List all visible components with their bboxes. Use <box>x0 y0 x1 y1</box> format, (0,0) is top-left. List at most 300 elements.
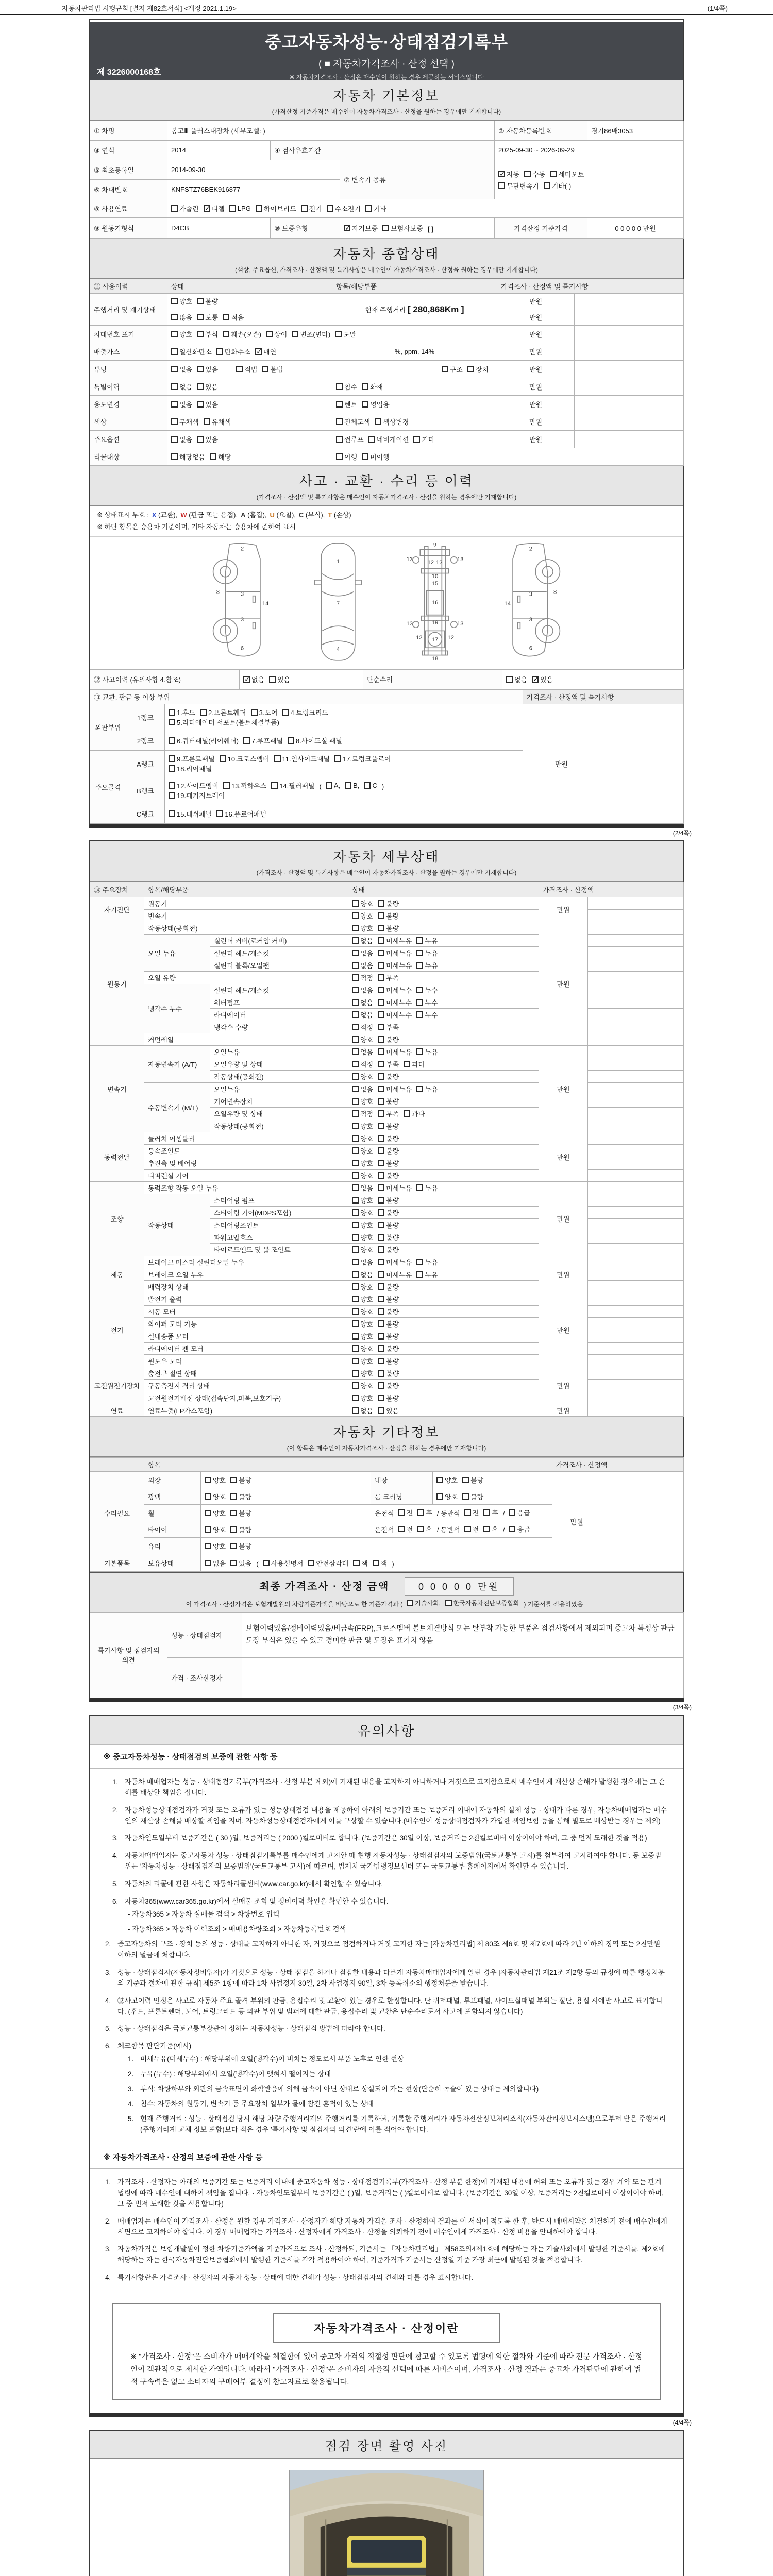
empty-box-icon <box>498 182 505 189</box>
checkbox-불량[interactable]: 불량 <box>378 1356 399 1366</box>
empty-box-icon <box>197 366 204 372</box>
header-detail-price: 가격조사 · 산정액 <box>539 882 684 897</box>
checkbox-침수[interactable]: 침수 <box>336 382 357 392</box>
row-color-label: 색상 <box>90 413 167 431</box>
checkbox-없음[interactable]: 없음 <box>171 364 192 374</box>
checkbox-양호[interactable]: 양호 <box>352 1282 373 1292</box>
checkbox-불량[interactable]: 불량 <box>378 911 399 921</box>
checkbox-기타( )[interactable]: 기타( ) <box>544 181 571 191</box>
checkbox-있음[interactable]: 있음 <box>197 399 218 409</box>
checked-box-icon <box>344 225 350 231</box>
checkbox-불량[interactable]: 불량 <box>378 1121 399 1131</box>
empty-box-icon <box>378 999 384 1006</box>
empty-box-icon <box>378 1098 384 1105</box>
checkbox-전[interactable]: 전 <box>464 1507 479 1517</box>
checkbox-불량[interactable]: 불량 <box>378 1232 399 1242</box>
diagram-part-number-12: 12 <box>447 634 455 641</box>
checkbox-수소전기[interactable]: 수소전기 <box>327 204 361 213</box>
checkbox-누유[interactable]: 누유 <box>416 936 438 945</box>
other-info-title: 자동차 기타정보 <box>333 1424 440 1440</box>
row-recall-label: 리콜대상 <box>90 448 167 466</box>
checkbox-미세누유[interactable]: 미세누유 <box>378 936 412 945</box>
checkbox-누유[interactable]: 누유 <box>416 948 438 958</box>
empty-box-icon <box>436 1477 443 1483</box>
inline-text: / 동반석 <box>436 1510 460 1518</box>
checkbox-불량[interactable]: 불량 <box>378 1307 399 1316</box>
inline-text: 운전석 <box>375 1526 394 1534</box>
empty-box-icon <box>378 1395 384 1401</box>
checkbox-불량[interactable]: 불량 <box>378 1245 399 1255</box>
inline-text: ) <box>381 783 384 791</box>
checkbox-한국자동차진단보증협회[interactable]: 한국자동차진단보증협회 <box>445 1599 519 1607</box>
checkbox-잭[interactable]: 잭 <box>373 1558 388 1568</box>
checkbox-양호[interactable]: 양호 <box>352 1146 373 1156</box>
checkbox-기타[interactable]: 기타 <box>365 204 386 213</box>
checkbox-불량[interactable]: 불량 <box>230 1508 251 1518</box>
checkbox-불량[interactable]: 불량 <box>378 1294 399 1304</box>
checkbox-15.대쉬패널[interactable]: 15.대쉬패널 <box>169 809 212 819</box>
checkbox-누수[interactable]: 누수 <box>416 1010 438 1020</box>
empty-box-icon <box>362 383 368 390</box>
checkbox-양호[interactable]: 양호 <box>205 1541 226 1551</box>
checkbox-양호[interactable]: 양호 <box>352 923 373 933</box>
checkbox-무채색[interactable]: 무채색 <box>171 417 199 427</box>
checkbox-없음[interactable]: 없음 <box>171 434 192 444</box>
checkbox-안전삼각대[interactable]: 안전삼각대 <box>308 1558 348 1568</box>
checkbox-불법[interactable]: 불법 <box>262 364 283 374</box>
empty-box-icon <box>352 1345 359 1352</box>
empty-box-icon <box>171 366 178 372</box>
checkbox-9.프론트패널[interactable]: 9.프론트패널 <box>169 754 215 764</box>
checkbox-변조(변타)[interactable]: 변조(변타) <box>292 329 330 339</box>
checkbox-1.후드[interactable]: 1.후드 <box>169 707 195 717</box>
sheet-page-3 <box>89 1715 684 2417</box>
checkbox-후[interactable]: 후 <box>483 1507 498 1517</box>
inline-text: / <box>502 1526 505 1534</box>
checkbox-기술사회,[interactable]: 기술사회, <box>407 1599 441 1607</box>
checkbox-양호[interactable]: 양호 <box>205 1508 226 1518</box>
checkbox-불량[interactable]: 불량 <box>378 1195 399 1205</box>
other-header-price: 가격조사 · 산정액 <box>552 1457 684 1471</box>
checkbox-불량[interactable]: 불량 <box>378 1158 399 1168</box>
checkbox-없음[interactable]: 없음 <box>171 382 192 392</box>
checkbox-7.루프패널[interactable]: 7.루프패널 <box>243 736 283 745</box>
checkbox-불량[interactable]: 불량 <box>378 1319 399 1329</box>
checkbox-없음[interactable]: 없음 <box>352 1269 373 1279</box>
checkbox-10.크로스멤버[interactable]: 10.크로스멤버 <box>220 754 270 764</box>
empty-box-icon <box>205 1477 211 1483</box>
checkbox-양호[interactable]: 양호 <box>205 1524 226 1534</box>
checkbox-보험사보증[interactable]: 보험사보증 <box>382 223 423 233</box>
checkbox-양호[interactable]: 양호 <box>352 1208 373 1217</box>
comprehensive-table: ⑪ 사용이력 상태 항목/해당부품 가격조사 · 산정액 및 특기사항 주행거리 및 계기상태 양호 불량 현재 주행거리 [ 280,868Km ] 만원 많음 보통 적음 만원 차대번호 표기 양호 부식 훼손(오손) 상이 변조(변타) 도말 만원 배출가스 일산화탄소 탄화수소 ✓ 매연 %, ppm, 14% 만원 튜닝 없음 있음 적법 불법 구조 장치 만원 특별이력 없음 있음 침수 화재 만원 용도변경 없음 있음 렌트 영업용 만원 색상 무채색 유채색 전체도색 색상변경 만원 주요옵션 없음 있음 썬루프 네비게이션 기타 만원 리콜대상 해당없음 해당 이행 미이행 <box>90 279 684 466</box>
checkbox-많음[interactable]: 많음 <box>171 312 192 322</box>
checkbox-불량[interactable]: 불량 <box>378 899 399 908</box>
checkbox-전[interactable]: 전 <box>464 1524 479 1534</box>
empty-box-icon <box>509 1509 515 1516</box>
diagram-part-number-3: 3 <box>529 616 533 623</box>
checkbox-양호[interactable]: 양호 <box>171 296 192 306</box>
diagram-part-number-19: 19 <box>431 619 439 626</box>
checkbox-16.플로어패널[interactable]: 16.플로어패널 <box>216 809 266 819</box>
checkbox-훼손(오손)[interactable]: 훼손(오손) <box>223 329 261 339</box>
sheet-page-1 <box>89 19 684 828</box>
checkbox-적정[interactable]: 적정 <box>352 1109 373 1118</box>
checkbox-양호[interactable]: 양호 <box>205 1492 226 1501</box>
checkbox-응급[interactable]: 응급 <box>509 1507 530 1517</box>
checkbox-해당[interactable]: 해당 <box>210 452 231 462</box>
checkbox-가솔린[interactable]: 가솔린 <box>171 204 199 213</box>
page-marker-2: (2/4쪽) <box>673 829 692 837</box>
checkbox-양호[interactable]: 양호 <box>352 1158 373 1168</box>
empty-box-icon <box>352 1382 359 1389</box>
checkbox-유채색[interactable]: 유채색 <box>204 417 231 427</box>
empty-box-icon <box>282 709 289 716</box>
empty-box-icon <box>378 1147 384 1154</box>
checkbox-불량[interactable]: 불량 <box>378 1393 399 1403</box>
checkbox-있음[interactable]: 있음 <box>378 1405 399 1415</box>
detail-state-table: ⑭ 주요장치 항목/해당부품 상태 가격조사 · 산정액 자기진단 원동기 양호 불량 만원 변속기 양호 불량 원동기 작동상태(공회전) 양호 불량 만원 오일 누유 실린더 커버(로커암 커버) 없음 미세누유 누유 실린더 헤드/개스킷 없음 미세누유 누유 실린더 블록/오일팬 없음 미세누유 누유 오일 유량 적정 부족 냉각수 누수 실린더 헤드/개스킷 없음 미세누수 누수 워터펌프 없음 미세누수 누수 라디에이터 없음 미세누수 누수 냉각수 수량 적정 부족 커먼레일 양호 불량 변속기 자동변속기 (A/T) 오일누유 없음 미세누유 누유 만원 오일유량 및 상태 적정 부족 과다 작동상태(공회전) 양호 불량 수동변속기 (M/T) 오일누유 없음 미세누유 누유 기어변속장치 양호 불량 오일유량 및 상태 적정 부족 과다 작동상태(공회전) 양호 불량 동력전달 클러치 어셈블리 양호 불량 만원 등속죠인트 양호 불량 추진축 및 베어링 양호 불량 디퍼렌셜 기어 양호 불량 조향 동력조향 작동 오일 누유 없음 미세누유 누유 만원 작동상태 스티어링 펌프 양호 불량 스티어링 기어(MDPS포함) 양호 불량 스티어링조인트 양호 불량 파워고압호스 양호 불량 타이로드엔드 및 볼 조인트 양호 불량 제동 브레이크 마스터 실린더오일 누유 없음 미세누유 누유 만원 브레이크 오일 누유 없음 미세누유 누유 배력장치 상태 양호 불량 전기 발전기 출력 양호 불량 만원 시동 모터 양호 불량 와이퍼 모터 기능 양호 불량 실내송풍 모터 양호 불량 라디에이터 팬 모터 양호 불량 윈도우 모터 양호 불량 고전원전기장치 충전구 절연 상태 양호 불량 만원 구동축전지 격리 상태 양호 불량 고전원전기배선 상태(접속단자,피복,보호기구) 양호 불량 연료 연료누출(LP가스포함) 없음 있음 만원 <box>90 882 684 1417</box>
special-notes-label: 특기사항 및 점검자의 의견 <box>90 1612 167 1698</box>
checkbox-있음[interactable]: 있음 <box>197 364 218 374</box>
empty-box-icon <box>416 987 423 993</box>
checkbox-누유[interactable]: 누유 <box>416 1047 438 1057</box>
checkbox-누수[interactable]: 누수 <box>416 985 438 995</box>
checkbox-불량[interactable]: 불량 <box>230 1475 251 1485</box>
checkbox-탄화수소[interactable]: 탄화수소 <box>216 347 250 357</box>
comprehensive-title: 자동차 종합상태 <box>333 246 440 262</box>
checkbox-12.사이드멤버[interactable]: 12.사이드멤버 <box>169 781 219 790</box>
checkbox-자동[interactable]: ✓ 자동 <box>498 169 519 179</box>
checkbox-미세누유[interactable]: 미세누유 <box>378 1269 412 1279</box>
checkbox-불량[interactable]: 불량 <box>378 1220 399 1230</box>
checkbox-불량[interactable]: 불량 <box>378 1331 399 1341</box>
checkbox-양호[interactable]: 양호 <box>352 1368 373 1378</box>
empty-box-icon <box>378 1320 384 1327</box>
checkbox-하이브리드[interactable]: 하이브리드 <box>256 204 296 213</box>
checkbox-양호[interactable]: 양호 <box>352 1294 373 1304</box>
checkbox-없음[interactable]: 없음 <box>352 936 373 945</box>
empty-box-icon <box>223 331 229 337</box>
checkbox-자기보증[interactable]: ✓ 자기보증 <box>344 223 378 233</box>
checkbox-전체도색[interactable]: 전체도색 <box>336 417 370 427</box>
checkbox-불량[interactable]: 불량 <box>378 1208 399 1217</box>
form-subtitle: ( ■ 자동차가격조사 · 산정 선택 ) <box>318 59 455 70</box>
checkbox-누유[interactable]: 누유 <box>416 1257 438 1267</box>
checkbox-없음[interactable]: 없음 <box>352 1405 373 1415</box>
checkbox-19.패키지트레이[interactable]: 19.패키지트레이 <box>169 790 225 800</box>
checkbox-미세누유[interactable]: 미세누유 <box>378 948 412 958</box>
checkbox-있음[interactable]: 있음 <box>269 674 290 684</box>
checkbox-후[interactable]: 후 <box>483 1524 498 1534</box>
checkbox-A,[interactable]: A, <box>326 782 340 789</box>
checkbox-불량[interactable]: 불량 <box>378 1035 399 1044</box>
checkbox-없음[interactable]: 없음 <box>506 674 527 684</box>
checkbox-양호[interactable]: 양호 <box>171 329 192 339</box>
tire-positions <box>371 1521 552 1537</box>
final-price-value: 0 0 0 0 0 만원 <box>405 1577 514 1596</box>
checkbox-불량[interactable]: 불량 <box>378 1133 399 1143</box>
checkbox-렌트[interactable]: 렌트 <box>336 399 357 409</box>
checkbox-미세누유[interactable]: 미세누유 <box>378 1084 412 1094</box>
checkbox-양호[interactable]: 양호 <box>205 1475 226 1485</box>
legend-symbol-C: C <box>298 511 304 519</box>
checkbox-불량[interactable]: 불량 <box>197 296 218 306</box>
checkbox-11.인사이드패널[interactable]: 11.인사이드패널 <box>274 754 330 764</box>
checkbox-양호[interactable]: 양호 <box>352 1096 373 1106</box>
checkbox-양호[interactable]: 양호 <box>352 1072 373 1081</box>
checkbox-불량[interactable]: 불량 <box>462 1492 483 1501</box>
checkbox-있음[interactable]: 있음 <box>197 382 218 392</box>
inline-text: 이 가격조사 · 산정가격은 보험개발원의 차량기준가액을 바탕으로 한 기준가격과 ( <box>186 1600 403 1608</box>
checkbox-양호[interactable]: 양호 <box>352 1035 373 1044</box>
checkbox-불량[interactable]: 불량 <box>462 1475 483 1485</box>
repair-needed-label: 수리필요 <box>90 1471 144 1554</box>
checkbox-미세누수[interactable]: 미세누수 <box>378 1010 412 1020</box>
checkbox-있음[interactable]: 있음 <box>197 434 218 444</box>
checkbox-미세누유[interactable]: 미세누유 <box>378 1183 412 1193</box>
empty-box-icon <box>169 709 175 716</box>
transmission-options <box>495 160 684 199</box>
empty-box-icon <box>171 348 178 355</box>
checkbox-불량[interactable]: 불량 <box>378 1381 399 1391</box>
checkbox-없음[interactable]: 없음 <box>352 985 373 995</box>
checkbox-없음[interactable]: 없음 <box>171 399 192 409</box>
checkbox-3.도어[interactable]: 3.도어 <box>251 707 278 717</box>
checkbox-8.사이드실 패널[interactable]: 8.사이드실 패널 <box>288 736 342 745</box>
checkbox-6.쿼터패널(리어휀더)[interactable]: 6.쿼터패널(리어휀더) <box>169 736 239 745</box>
checkbox-없음[interactable]: 없음 <box>352 1047 373 1057</box>
checkbox-부족[interactable]: 부족 <box>378 1109 399 1118</box>
checkbox-이행[interactable]: 이행 <box>336 452 357 462</box>
checkbox-기타[interactable]: 기타 <box>413 434 434 444</box>
checkbox-구조[interactable]: 구조 <box>442 364 463 374</box>
checkbox-후[interactable]: 후 <box>417 1507 432 1517</box>
checkbox-사용설명서[interactable]: 사용설명서 <box>263 1558 304 1568</box>
checkbox-양호[interactable]: 양호 <box>352 1344 373 1353</box>
checkbox-영업용[interactable]: 영업용 <box>362 399 390 409</box>
checkbox-양호[interactable]: 양호 <box>352 1393 373 1403</box>
checkbox-과다[interactable]: 과다 <box>404 1109 425 1118</box>
checkbox-없음[interactable]: 없음 <box>352 1257 373 1267</box>
checkbox-양호[interactable]: 양호 <box>352 1220 373 1230</box>
checkbox-적정[interactable]: 적정 <box>352 973 373 982</box>
value-vin: KNFSTZ76BEK916877 <box>167 180 340 199</box>
empty-box-icon <box>352 1209 359 1216</box>
checkbox-보통[interactable]: 보통 <box>197 312 218 322</box>
accident-history-table <box>90 669 684 689</box>
empty-box-icon <box>169 737 175 744</box>
inline-text: ( <box>256 1560 259 1568</box>
empty-box-icon <box>171 436 178 443</box>
exchange-price-cell: 만원 <box>523 704 600 823</box>
checkbox-불량[interactable]: 불량 <box>378 923 399 933</box>
checkbox-전[interactable]: 전 <box>398 1507 413 1517</box>
empty-box-icon <box>378 1259 384 1265</box>
checkbox-미세누유[interactable]: 미세누유 <box>378 1257 412 1267</box>
checkbox-양호[interactable]: 양호 <box>352 1381 373 1391</box>
checkbox-과다[interactable]: 과다 <box>404 1059 425 1069</box>
checkbox-양호[interactable]: 양호 <box>352 1171 373 1180</box>
checkbox-미세누수[interactable]: 미세누수 <box>378 997 412 1007</box>
empty-box-icon <box>171 205 178 212</box>
empty-box-icon <box>417 1526 424 1532</box>
checkbox-네비게이션[interactable]: 네비게이션 <box>368 434 409 444</box>
checkbox-17.트렁크플로어[interactable]: 17.트렁크플로어 <box>334 754 391 764</box>
checkbox-색상변경[interactable]: 색상변경 <box>375 417 409 427</box>
checkbox-양호[interactable]: 양호 <box>436 1475 458 1485</box>
checkbox-일산화탄소[interactable]: 일산화탄소 <box>171 347 212 357</box>
checkbox-불량[interactable]: 불량 <box>378 1344 399 1353</box>
empty-box-icon <box>352 1407 359 1414</box>
checkbox-부족[interactable]: 부족 <box>378 973 399 982</box>
checkbox-장치[interactable]: 장치 <box>467 364 489 374</box>
checkbox-양호[interactable]: 양호 <box>352 899 373 908</box>
checkbox-화재[interactable]: 화재 <box>362 382 383 392</box>
checkbox-양호[interactable]: 양호 <box>352 1232 373 1242</box>
checkbox-없음[interactable]: 없음 <box>352 1010 373 1020</box>
other-header-item: 항목 <box>144 1457 552 1471</box>
checkbox-불량[interactable]: 불량 <box>378 1171 399 1180</box>
checkbox-5.라디에이터 서포트(볼트체결부품)[interactable]: 5.라디에이터 서포트(볼트체결부품) <box>169 717 279 727</box>
checkbox-불량[interactable]: 불량 <box>230 1541 251 1551</box>
checkbox-불량[interactable]: 불량 <box>378 1368 399 1378</box>
checkbox-적법[interactable]: 적법 <box>236 364 257 374</box>
empty-box-icon <box>378 1011 384 1018</box>
checkbox-무단변속기[interactable]: 무단변속기 <box>498 181 539 191</box>
checkbox-양호[interactable]: 양호 <box>436 1492 458 1501</box>
checkbox-불량[interactable]: 불량 <box>378 1282 399 1292</box>
mileage-amount-options <box>167 309 332 326</box>
empty-box-icon <box>362 453 368 460</box>
notices-title: 유의사항 <box>357 1723 416 1739</box>
empty-box-icon <box>378 1296 384 1302</box>
checkbox-없음[interactable]: 없음 <box>352 997 373 1007</box>
empty-box-icon <box>353 1560 360 1566</box>
checkbox-양호[interactable]: 양호 <box>352 1195 373 1205</box>
checkbox-양호[interactable]: 양호 <box>352 1356 373 1366</box>
legend-symbol-U: U <box>270 511 275 519</box>
legend-symbol-A: A <box>241 511 246 519</box>
exchange-repair-table <box>90 689 684 824</box>
rankB-parts <box>165 777 523 804</box>
checkbox-전기[interactable]: 전기 <box>301 204 322 213</box>
empty-box-icon <box>336 453 343 460</box>
accident-title: 사고 · 교환 · 수리 등 이력 <box>299 473 474 489</box>
checkbox-누수[interactable]: 누수 <box>416 997 438 1007</box>
color-change-options <box>332 413 497 431</box>
checkbox-부식[interactable]: 부식 <box>197 329 218 339</box>
main-option-types <box>332 431 497 448</box>
checkbox-불량[interactable]: 불량 <box>230 1524 251 1534</box>
empty-box-icon <box>352 987 359 993</box>
checkbox-2.프론트휀더[interactable]: 2.프론트휀더 <box>200 707 246 717</box>
checkbox-부족[interactable]: 부족 <box>378 1059 399 1069</box>
main-options <box>167 431 332 448</box>
inline-text: / <box>502 1510 505 1518</box>
empty-box-icon <box>171 453 178 460</box>
checkbox-미이행[interactable]: 미이행 <box>362 452 390 462</box>
checkbox-LPG[interactable]: LPG <box>229 205 251 212</box>
checkbox-없음[interactable]: ✓ 없음 <box>243 674 264 684</box>
page-marker-1: (1/4쪽) <box>707 5 728 12</box>
empty-box-icon <box>378 1160 384 1166</box>
empty-box-icon <box>368 436 375 443</box>
checkbox-누유[interactable]: 누유 <box>416 1269 438 1279</box>
checkbox-불량[interactable]: 불량 <box>378 1146 399 1156</box>
checkbox-후[interactable]: 후 <box>417 1524 432 1534</box>
empty-box-icon <box>230 1477 237 1483</box>
checkbox-부족[interactable]: 부족 <box>378 1022 399 1032</box>
checkbox-매연[interactable]: ✓ 매연 <box>255 347 276 357</box>
checkbox-18.리어패널[interactable]: 18.리어패널 <box>169 764 212 773</box>
checkbox-있음[interactable]: 있음 <box>230 1558 251 1568</box>
checkbox-불량[interactable]: 불량 <box>230 1492 251 1501</box>
checkbox-없음[interactable]: 없음 <box>352 1183 373 1193</box>
empty-box-icon <box>352 962 359 969</box>
checkbox-응급[interactable]: 응급 <box>509 1524 530 1534</box>
checkbox-13.휠하우스[interactable]: 13.휠하우스 <box>223 781 266 790</box>
checkbox-14.필러패널[interactable]: 14.필러패널 <box>271 781 314 790</box>
checkbox-상이[interactable]: 상이 <box>266 329 287 339</box>
empty-box-icon <box>364 782 371 789</box>
checkbox-양호[interactable]: 양호 <box>352 1319 373 1329</box>
checkbox-전[interactable]: 전 <box>398 1524 413 1534</box>
checkbox-불량[interactable]: 불량 <box>378 1096 399 1106</box>
checkbox-누유[interactable]: 누유 <box>416 1084 438 1094</box>
checkbox-썬루프[interactable]: 썬루프 <box>336 434 364 444</box>
empty-box-icon <box>171 401 178 408</box>
checkbox-미세누유[interactable]: 미세누유 <box>378 1047 412 1057</box>
checkbox-누유[interactable]: 누유 <box>416 960 438 970</box>
checkbox-적정[interactable]: 적정 <box>352 1022 373 1032</box>
checkbox-해당없음[interactable]: 해당없음 <box>171 452 205 462</box>
checkbox-미세누유[interactable]: 미세누유 <box>378 960 412 970</box>
header-device: ⑭ 주요장치 <box>90 882 144 897</box>
checkbox-누유[interactable]: 누유 <box>416 1183 438 1193</box>
checkbox-도말[interactable]: 도말 <box>335 329 356 339</box>
checkbox-없음[interactable]: 없음 <box>205 1558 226 1568</box>
checkbox-불량[interactable]: 불량 <box>378 1072 399 1081</box>
checkbox-적음[interactable]: 적음 <box>223 312 244 322</box>
mileage-value: 현재 주행거리 [ 280,868Km ] <box>332 294 497 326</box>
checkbox-양호[interactable]: 양호 <box>352 1133 373 1143</box>
checkbox-있음[interactable]: ✓ 있음 <box>532 674 553 684</box>
checkbox-수동[interactable]: 수동 <box>524 169 545 179</box>
checkbox-4.트렁크리드[interactable]: 4.트렁크리드 <box>282 707 329 717</box>
checkbox-없음[interactable]: 없음 <box>352 960 373 970</box>
checkbox-디젤[interactable]: ✓ 디젤 <box>204 204 225 213</box>
inline-text: ) 기준서를 적용하였음 <box>524 1600 583 1608</box>
checkbox-양호[interactable]: 양호 <box>352 911 373 921</box>
checkbox-C[interactable]: C <box>364 782 377 789</box>
checkbox-양호[interactable]: 양호 <box>352 1245 373 1255</box>
checkbox-양호[interactable]: 양호 <box>352 1121 373 1131</box>
checkbox-B,[interactable]: B, <box>345 782 359 789</box>
checkbox-잭[interactable]: 잭 <box>353 1558 368 1568</box>
checkbox-미세누수[interactable]: 미세누수 <box>378 985 412 995</box>
diagram-part-number-12: 12 <box>427 559 434 566</box>
checkbox-적정[interactable]: 적정 <box>352 1059 373 1069</box>
checkbox-없음[interactable]: 없음 <box>352 1084 373 1094</box>
checkbox-양호[interactable]: 양호 <box>352 1307 373 1316</box>
checkbox-없음[interactable]: 없음 <box>352 948 373 958</box>
checkbox-세미오토[interactable]: 세미오토 <box>550 169 584 179</box>
empty-box-icon <box>169 782 175 789</box>
empty-box-icon <box>373 1560 379 1566</box>
empty-box-icon <box>544 182 550 189</box>
checkbox-양호[interactable]: 양호 <box>352 1331 373 1341</box>
